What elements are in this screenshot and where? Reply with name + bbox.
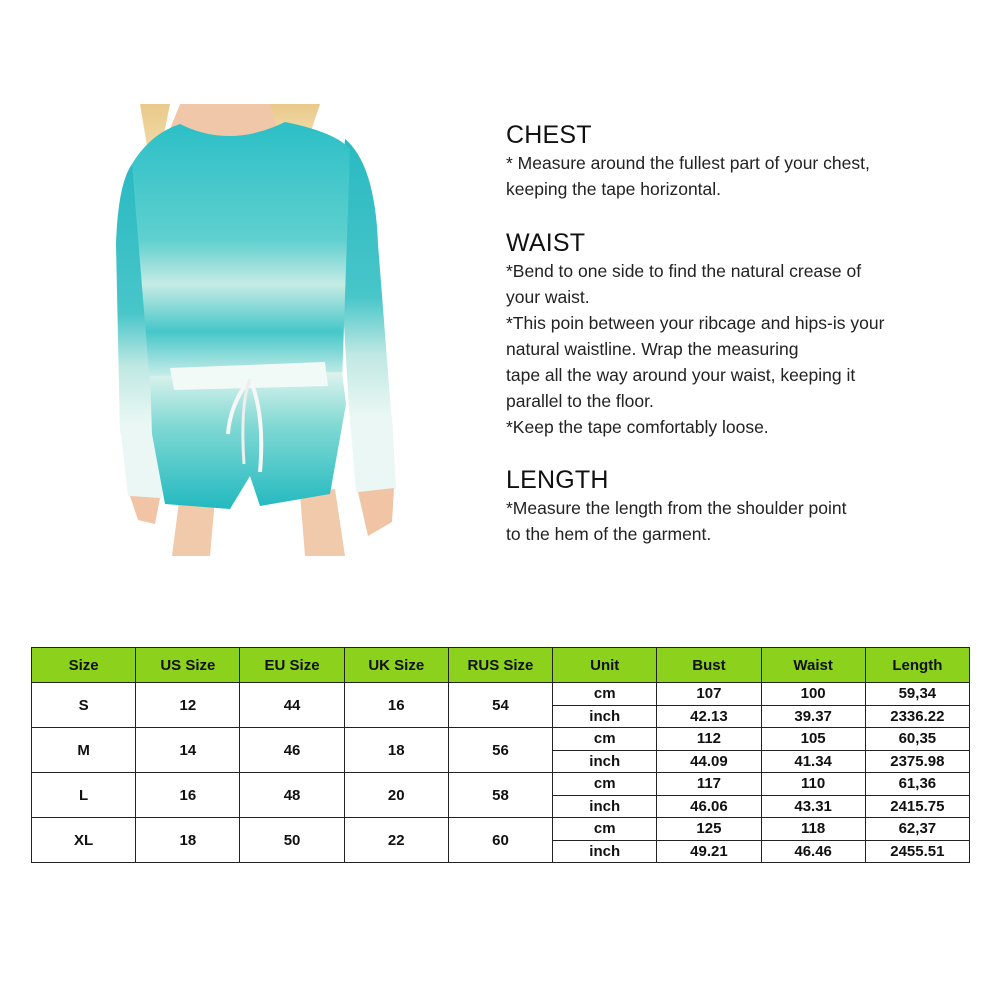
cell-rus: 58 [448,773,552,818]
cell-us: 18 [136,818,240,863]
product-photo [110,104,402,556]
waist-heading: WAIST [506,229,586,257]
chest-section [506,120,870,202]
waist-line: parallel to the floor. [506,391,654,411]
cell-rus: 56 [448,728,552,773]
header-length: Length [865,648,969,683]
cell-us: 16 [136,773,240,818]
cell-length: 59,34 [865,683,969,706]
cell-eu: 48 [240,773,344,818]
cell-uk: 16 [344,683,448,728]
cell-waist: 41.34 [761,750,865,773]
length-line: *Measure the length from the shoulder point [506,498,847,518]
table-row [32,818,970,841]
waist-line: your waist. [506,287,590,307]
cell-bust: 44.09 [657,750,761,773]
cell-unit: cm [553,818,657,841]
length-line: to the hem of the garment. [506,524,712,544]
header-us-size: US Size [136,648,240,683]
cell-waist: 118 [761,818,865,841]
cell-eu: 50 [240,818,344,863]
chest-line: * Measure around the fullest part of your chest, [506,153,870,173]
cell-waist: 39.37 [761,705,865,728]
cell-size: M [32,728,136,773]
waist-line: *Keep the tape comfortably loose. [506,417,769,437]
cell-uk: 18 [344,728,448,773]
length-section [506,465,846,547]
table-row [32,773,970,796]
cell-waist: 100 [761,683,865,706]
cell-unit: cm [553,728,657,751]
table-row [32,728,970,751]
chest-line: keeping the tape horizontal. [506,179,722,199]
waist-section [506,228,884,440]
cell-length: 2375.98 [865,750,969,773]
cell-length: 61,36 [865,773,969,796]
header-uk-size: UK Size [344,648,448,683]
model-wearing-tie-dye-set-illustration [110,104,402,556]
cell-us: 12 [136,683,240,728]
header-bust: Bust [657,648,761,683]
length-heading: LENGTH [506,466,609,494]
cell-bust: 125 [657,818,761,841]
cell-bust: 117 [657,773,761,796]
cell-length: 2336.22 [865,705,969,728]
waist-line: tape all the way around your waist, keeping it [506,365,856,385]
cell-uk: 20 [344,773,448,818]
cell-unit: inch [553,840,657,863]
cell-bust: 112 [657,728,761,751]
waist-line: *This poin between your ribcage and hips-is your [506,313,885,333]
cell-waist: 105 [761,728,865,751]
cell-length: 62,37 [865,818,969,841]
cell-unit: inch [553,705,657,728]
cell-uk: 22 [344,818,448,863]
size-chart-table [31,647,970,863]
table-header-row [32,648,970,683]
cell-length: 60,35 [865,728,969,751]
header-size: Size [32,648,136,683]
cell-size: S [32,683,136,728]
waist-line: *Bend to one side to find the natural crease of [506,261,862,281]
cell-us: 14 [136,728,240,773]
cell-unit: cm [553,683,657,706]
cell-eu: 46 [240,728,344,773]
cell-bust: 46.06 [657,795,761,818]
cell-bust: 107 [657,683,761,706]
cell-eu: 44 [240,683,344,728]
cell-size: XL [32,818,136,863]
waist-line: natural waistline. Wrap the measuring [506,339,799,359]
table-row [32,683,970,706]
cell-waist: 110 [761,773,865,796]
cell-bust: 49.21 [657,840,761,863]
header-waist: Waist [761,648,865,683]
header-rus-size: RUS Size [448,648,552,683]
cell-waist: 46.46 [761,840,865,863]
cell-length: 2415.75 [865,795,969,818]
cell-unit: inch [553,750,657,773]
header-eu-size: EU Size [240,648,344,683]
cell-rus: 60 [448,818,552,863]
cell-unit: cm [553,773,657,796]
chest-heading: CHEST [506,121,592,149]
cell-waist: 43.31 [761,795,865,818]
cell-bust: 42.13 [657,705,761,728]
cell-unit: inch [553,795,657,818]
cell-length: 2455.51 [865,840,969,863]
cell-size: L [32,773,136,818]
cell-rus: 54 [448,683,552,728]
header-unit: Unit [553,648,657,683]
